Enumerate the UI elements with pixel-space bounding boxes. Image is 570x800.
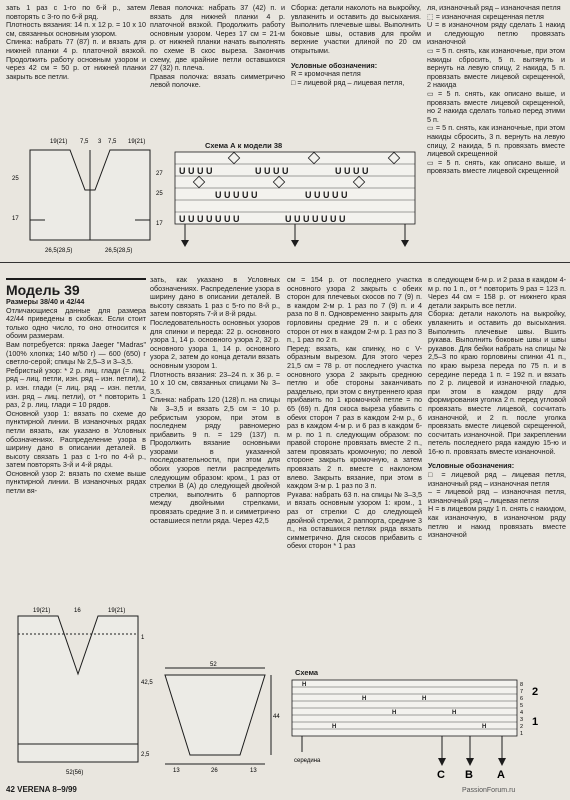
- watermark: PassionForum.ru: [462, 787, 516, 794]
- svg-text:H: H: [422, 696, 427, 702]
- model-title: Модель 39: [6, 278, 146, 298]
- section-divider: [0, 262, 570, 263]
- svg-text:U U U U: U U U U: [335, 166, 369, 176]
- dim-label: 52(56): [66, 770, 84, 776]
- svg-text:H: H: [452, 710, 457, 716]
- bottom-column-2: [150, 276, 280, 525]
- svg-text:U U U U: U U U U: [255, 166, 289, 176]
- svg-text:U U U U U U U: U U U U U U U: [179, 214, 240, 224]
- schema-a-grid: [175, 152, 420, 252]
- schema-grid-2: [292, 680, 550, 782]
- row-number: 2: [520, 724, 524, 730]
- row-number: 6: [520, 696, 524, 702]
- text-paragraph: зать, как указано в Условных обозначениях. Распределение узора в ширину дано в описании деталей. В высоту связать 1 раз с 5-го по 8-й р., затем повторять 7-й и 8-й ряды.: [150, 275, 280, 319]
- svg-text:U U U U U: U U U U U: [305, 190, 348, 200]
- legend-item: ля, изнаночный ряд – изнаночная петля: [427, 3, 561, 12]
- pattern-number: 1: [532, 716, 539, 728]
- row-number: 7: [520, 689, 524, 695]
- text-paragraph: Сборка: детали наколоть на выкройку, увлажнить и оставить до высыхания. Выполнить плечевые швы. Вшить рукава. Выполнить боковые швы и швы рукавов. Для бейки набрать на спицы № 2,5–3 по краю горловины спинки 41 п., по краю выреза переда по 75 п. и в середине переда 1 п. = 192 п. и вязать по 2 р. лицевой и изнаночной гладью, при этом в каждом ряду для формирования уголка 2 п. перед угловой провязать вместе лицевой, сосчитать изнаночной, и 2 п. после уголка провязать вместе лицевой скрещенной, сосчитать изнаночной. При закреплении петель последнего ряда каждую 15-ю и 16-ю п. провязать вместе изнаночной.: [428, 309, 566, 456]
- svg-text:U U U U U U U: U U U U U U U: [285, 214, 346, 224]
- legend-item: H = в лицевом ряду 1 п. снять с накидом, как изнаночную, в изнаночном ряду петлю и накид провязать вместе изнаночной: [428, 504, 566, 540]
- text-paragraph: Последовательность основных узоров для спинки и переда: 22 р. основного узора 1, 14 р. основного узора 2, 32 р. основного узора 1, 14 р. основного узора 2, затем до конца детали вязать основным узором 1.: [150, 317, 280, 370]
- arrow-label: A: [497, 769, 505, 781]
- text-paragraph: Основной узор 2: вязать по схеме выше пунктирной линии. В изнаночных рядах петли вя-: [6, 468, 146, 496]
- svg-text:U U U U: U U U U: [179, 166, 213, 176]
- top-column-1: [6, 4, 146, 81]
- text-paragraph: Ребристый узор: * 2 р. лиц. глади (= лиц. ряд – лиц. петли, изн. ряд – изн. петли), 2 р. изн. глади (= лиц. ряд – изн. петли, изн. ряд – лиц. петли), от * повторить 1 раз, 2 р. лиц. глади = 10 рядов.: [6, 365, 146, 410]
- legend-item: R = кромочная петля: [291, 69, 361, 79]
- dim-label: 3: [98, 139, 102, 145]
- dim-label: 52: [210, 662, 217, 668]
- text-paragraph: Отличающиеся данные для размера 42/44 приведены в скобках. Если стоит только одно число, то оно относится к обоим размерам.: [6, 305, 146, 341]
- dim-label: 16: [74, 608, 81, 614]
- schema-title: Схема: [295, 668, 319, 677]
- dim-label: 2,5: [141, 752, 150, 758]
- svg-text:H: H: [362, 696, 367, 702]
- text-paragraph: Правая полочка: вязать симметрично левой полочке.: [150, 71, 285, 90]
- text-paragraph: Основной узор 1: вязать по схеме до пунктирной линии. В изнаночных рядах петли вязать, как указано в Условных обозначениях. Распределение узора в ширину дано в описании деталей. В высоту связать 1 раз с 1-го по 4-й р., затем повторять 3-й и 4-й ряды.: [6, 408, 146, 470]
- pattern-diagram-2: [8, 604, 153, 779]
- svg-text:H: H: [332, 724, 337, 730]
- svg-text:H: H: [392, 710, 397, 716]
- legend-item: ▭ = 5 п. снять, как описано выше, и провязать вместе лицевой скрещенной: [427, 157, 565, 176]
- legend-title: Условные обозначения:: [428, 461, 515, 471]
- dim-label: 19(21): [33, 608, 51, 614]
- text-paragraph: Спинка: набрать 120 (128) п. на спицы № 3–3,5 и вязать 2,5 см = 10 р. ребристым узором, при этом в последнем ряду равномерно прибавить 9 п. = 129 (137) п. Продолжить вязание основными узорами в указанной последовательности, при этом для обоих узоров петли распределить следующим образом: кром., 1 раз от стрелки В (А) до следующей двойной стрелки, выполнить 6 раппортов между двойными стрелками, провязать средние 3 п. и симметрично оставшиеся петли ряда. Через 42,5: [150, 395, 280, 525]
- arrow-label: B: [465, 769, 473, 781]
- row-number: 1: [520, 731, 524, 737]
- svg-text:H: H: [302, 682, 307, 688]
- pattern-number: 2: [532, 686, 539, 698]
- text-paragraph: Вам потребуется: пряжа Jaeger "Madras" (100% хлопка; 140 м/50 г) — 600 (650) г светло-серой; спицы № 2,5–3 и 3–3,5.: [6, 339, 146, 367]
- dim-label: 19(21): [128, 139, 146, 145]
- dim-label: 25: [156, 191, 163, 197]
- center-label: середина: [294, 758, 321, 764]
- svg-text:U U U U U: U U U U U: [215, 190, 258, 200]
- text-paragraph: зать 1 раз с 1-го по 6-й р., затем повторять с 3-го по 6-й ряд.: [6, 3, 146, 21]
- dim-label: 42,5: [141, 680, 153, 686]
- text-paragraph: в следующем 6-м р. и 2 раза в каждом 4-м р. по 1 п., от * повторить 9 раз = 123 п. Через 44 см = 158 р. от нижнего края детали закрыть все петли.: [428, 275, 566, 310]
- dim-label: 7,5: [108, 139, 117, 145]
- legend-item: ⬚ = изнаночная скрещенная петля: [427, 11, 544, 21]
- text-paragraph: Рукава: набрать 63 п. на спицы № 3–3,5 и вязать основным узором 1: кром., 1 раз от стрелки С до следующей двойной стрелки, 2 раппорта, средние 3 п., на оставшихся петлях ряда вязать симметрично. Для скосов прибавить с обеих сторон * 1 раз: [287, 489, 422, 551]
- dim-label: 17: [12, 216, 19, 222]
- legend-item: □ = лицевой ряд – лицевая петля, изнаночный ряд – изнаночная петля: [428, 470, 566, 488]
- top-column-3: [291, 4, 421, 87]
- sizes-heading: Размеры 38/40 и 42/44: [6, 297, 85, 306]
- svg-text:H: H: [482, 724, 487, 730]
- bottom-column-1: [6, 298, 146, 496]
- text-paragraph: Спинка: набрать 77 (87) п. и вязать для нижней планки 4 р. платочной вязкой. Продолжить работу основным узором и через 42 см = 50 р. от нижней планки закрыть все петли.: [6, 37, 146, 81]
- dim-label: 17: [156, 221, 163, 227]
- dim-label: 26,5(28,5): [45, 248, 73, 254]
- arrow-label: C: [437, 769, 445, 781]
- schema-a-title: Схема А к модели 38: [205, 141, 283, 150]
- text-paragraph: Перед: вязать, как спинку, но с V-образным вырезом. Для этого через 21,5 см = 78 р. от последнего участка основного узора 2 закрыть среднюю петлю и обе стороны заканчивать раздельно, при этом с внутреннего края прибавить по 1 кромочной петле = по 65 (69) п. Для скоса выреза убавить с обеих сторон 7 раз в каждом 2-м р., 6 раз в каждом 4-м р. и 6 раз в каждом 6-м р. по 1 п. следующим образом: по правой стороне провязать вместе 2 п., затем провязать кромочную; по левой стороне закрыть кромочную, а затем провязать 2 п. вместе с наклоном влево. Закрыть вязание, при этом в каждом 3-м р. 1 раз по 3 п.: [287, 343, 422, 491]
- dim-label: 27: [156, 171, 163, 177]
- dim-label: 19(21): [50, 139, 68, 145]
- dim-label: 13: [250, 768, 257, 774]
- dim-label: 44: [273, 714, 280, 720]
- page-footer: 42 VERENA 8–9/99: [6, 785, 77, 794]
- row-number: 4: [520, 710, 524, 716]
- legend-item: □ = лицевой ряд – лицевая петля,: [291, 77, 405, 87]
- row-number: 8: [520, 682, 524, 688]
- dim-label: 7,5: [80, 139, 89, 145]
- dim-label: 26: [211, 768, 218, 774]
- text-paragraph: см = 154 р. от последнего участка основного узора 2 закрыть с обеих сторон для плечевых скосов по 7 (9) п. в каждом 2-м р. 1 раз по 7 (9) п. и 4 раза по 8 п. Одновременно закрыть для горловины средние 29 п. и с обеих сторон от них в каждом 2-м р. 1 раз по 3 п., 1 раз по 2 п.: [287, 275, 422, 345]
- dim-label: 26,5(28,5): [105, 248, 133, 254]
- text-paragraph: Сборка: детали наколоть на выкройку, увлажнить и оставить до высыхания. Выполнить плечевые швы. Выполнить боковые швы, оставив для пройм верхние участки длиной по 20 см открытыми.: [291, 3, 421, 55]
- dim-label: 25: [12, 176, 19, 182]
- dim-label: 19(21): [108, 608, 126, 614]
- bottom-column-3: [287, 276, 422, 551]
- legend-item: – = лицевой ряд – изнаночная петля, изнаночный ряд – лицевая петля: [428, 487, 566, 505]
- dim-label: 1: [141, 635, 145, 641]
- text-paragraph: Левая полочка: набрать 37 (42) п. и вязать для нижней планки 4 р. платочной вязкой. Продолжить работу основным узором. Через 17 см = 21-м р. от нижней планки начать выполнять по схеме В скос выреза. Закончив схему, две крайние петли оставшихся 27 (32) п. плеча.: [150, 3, 285, 73]
- pattern-diagram-1: [10, 130, 170, 260]
- legend-item: ▭ = 5 п. снять, как изнаночные, при этом накиды сбросить, 5 п. вытянуть и вернуть на левую спицу, 2 накида, 5 п. провязать вместе лицевой скрещенной, 2 накида: [427, 45, 565, 90]
- pattern-diagram-3: [155, 660, 283, 775]
- row-number: 3: [520, 717, 524, 723]
- row-number: 5: [520, 703, 524, 709]
- text-paragraph: Плотность вязания: 23–24 п. х 36 р. = 10 х 10 см, связанных спицами № 3–3,5.: [150, 369, 280, 396]
- dim-label: 13: [173, 768, 180, 774]
- top-column-4: [427, 4, 565, 176]
- legend-title: Условные обозначения:: [291, 60, 378, 70]
- legend-item: ▭ = 5 п. снять, как описано выше, и провязать вместе лицевой скрещенной, но 2 накида сделать только перед этими 5 п.: [427, 88, 565, 124]
- bottom-column-4: [428, 276, 566, 540]
- text-paragraph: Плотность вязания: 14 п. х 12 р. = 10 х 10 см, связанных основным узором.: [6, 20, 146, 38]
- top-column-2: [150, 4, 285, 90]
- legend-item: U = в изнаночном ряду сделать 1 накид и следующую петлю провязать изнаночной: [427, 20, 565, 47]
- legend-item: ▭ = 5 п. снять, как изнаночные, при этом накиды сбросить, 3 п. вернуть на левую спицу, 2 накида, 5 п. провязать вместе лицевой скрещенной: [427, 123, 565, 159]
